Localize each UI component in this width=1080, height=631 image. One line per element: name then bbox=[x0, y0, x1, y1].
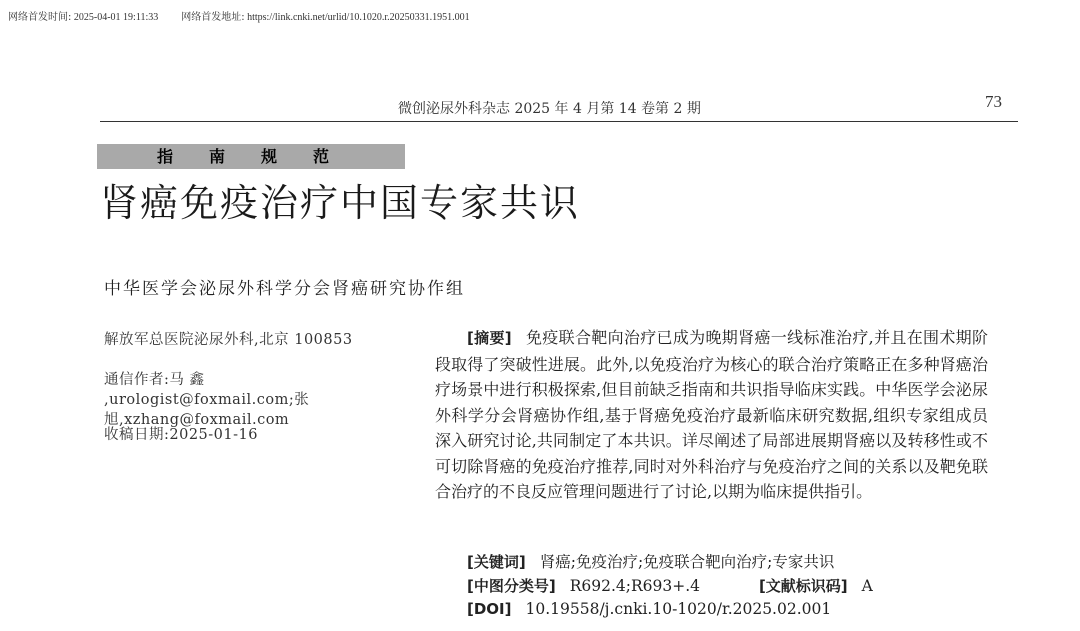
abstract-text: 免疫联合靶向治疗已成为晚期肾癌一线标准治疗,并且在围术期阶段取得了突破性进展。此外,以免疫治疗为核心的联合治疗策略正在多种肾癌治疗场景中进行积极探索,但目前缺乏指南和共识指导临床实践。中华医学会泌尿外科学分会肾癌协作组,基于肾癌免疫治疗最新临床研究数据,组织专家组成员深入研究讨论,共同制定了本共识。详尽阐述了局部进展期肾癌以及转移性或不可切除肾癌的免疫治疗推荐,同时对外科治疗与免疫治疗之间的关系以及靶免联合治疗的不良反应管理问题进行了讨论,以期为临床提供指引。 bbox=[435, 328, 988, 501]
publish-url-label: 网络首发地址: bbox=[181, 12, 245, 23]
keywords-label: [关键词] bbox=[467, 553, 526, 571]
classification bbox=[467, 575, 873, 596]
abstract-label: [摘要] bbox=[467, 329, 512, 347]
doc-code-label: [文献标识码] bbox=[758, 577, 848, 595]
doc-code-text: A bbox=[861, 577, 873, 595]
publish-url-value[interactable]: https://link.cnki.net/urlid/10.1020.r.20250331.1951.001 bbox=[247, 12, 470, 23]
page-number: 73 bbox=[985, 92, 1002, 111]
category-banner: 指南规范 bbox=[97, 144, 405, 169]
publish-time-label: 网络首发时间: bbox=[8, 12, 72, 23]
doi bbox=[467, 600, 831, 618]
doi-label: [DOI] bbox=[467, 600, 512, 618]
article-title: 肾癌免疫治疗中国专家共识 bbox=[100, 181, 581, 225]
abstract bbox=[435, 325, 988, 505]
doi-text[interactable]: 10.19558/j.cnki.10-1020/r.2025.02.001 bbox=[525, 600, 832, 618]
keywords bbox=[467, 550, 834, 572]
affiliation: 解放军总医院泌尿外科,北京 100853 bbox=[104, 332, 353, 348]
author-group: 中华医学会泌尿外科学分会肾癌研究协作组 bbox=[104, 279, 465, 299]
header-rule bbox=[100, 121, 1018, 122]
received-date: 收稿日期:2025-01-16 bbox=[104, 427, 258, 443]
journal-running-header: 微创泌尿外科杂志 2025 年 4 月第 14 卷第 2 期 bbox=[398, 101, 701, 117]
correspondence: 通信作者:马 鑫 ,urologist@foxmail.com;张旭,xzhang@foxmail.com bbox=[104, 372, 310, 428]
keywords-text: 肾癌;免疫治疗;免疫联合靶向治疗;专家共识 bbox=[539, 553, 835, 571]
online-publish-info bbox=[8, 8, 470, 23]
publish-time-value: 2025-04-01 19:11:33 bbox=[73, 12, 159, 23]
clc-label: [中图分类号] bbox=[467, 577, 556, 595]
clc-text: R692.4;R693+.4 bbox=[569, 577, 701, 595]
